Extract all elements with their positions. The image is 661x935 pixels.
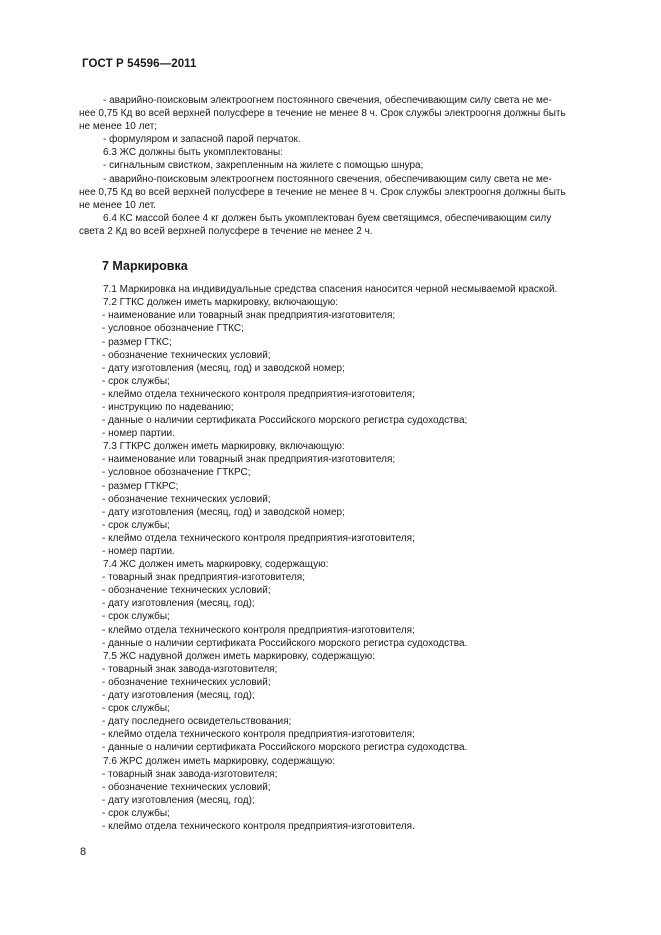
page-number: 8 — [80, 846, 87, 858]
list-item: - данные о наличии сертификата Российского морского регистра судоходства. — [102, 637, 468, 649]
clause-7-2: 7.2 ГТКС должен иметь маркировку, включающую: — [103, 297, 338, 309]
list-item: - дату изготовления (месяц, год); — [102, 794, 255, 806]
list-item: - размер ГТКРС; — [102, 480, 179, 492]
list-item: - товарный знак завода-изготовителя; — [102, 768, 278, 780]
list-item: - клеймо отдела технического контроля предприятия-изготовителя; — [102, 388, 415, 400]
clause-6-4: 6.4 КС массой более 4 кг должен быть укомплектован буем светящимся, обеспечивающим силу — [103, 212, 552, 224]
list-item: - клеймо отдела технического контроля предприятия-изготовителя; — [102, 532, 415, 544]
list-item: - дату изготовления (месяц, год); — [102, 598, 255, 610]
list-item: - обозначение технических условий; — [102, 781, 271, 793]
section-6-continuation — [79, 94, 613, 238]
list-item: - срок службы; — [102, 375, 170, 387]
document-body — [79, 94, 613, 833]
list-item: - клеймо отдела технического контроля предприятия-изготовителя; — [102, 729, 415, 741]
list-item: - товарный знак завода-изготовителя; — [102, 663, 278, 675]
clause-7-6: 7.6 ЖРС должен иметь маркировку, содержащую: — [103, 755, 336, 767]
section-7-body — [103, 283, 613, 833]
clause-7-1: 7.1 Маркировка на индивидуальные средства спасения наносится черной несмываемой краской. — [103, 284, 558, 296]
text-line: - сигнальным свистком, закрепленным на жилете с помощью шнура; — [103, 160, 424, 172]
section-7-title: 7 Маркировка — [102, 259, 188, 274]
text-line: - аварийно-поисковым электроогнем постоянного свечения, обеспечивающим силу света не ме- — [103, 173, 552, 185]
list-item: - инструкцию по надеванию; — [102, 401, 234, 413]
clause-7-4: 7.4 ЖС должен иметь маркировку, содержащую: — [103, 559, 329, 571]
list-item: - клеймо отдела технического контроля предприятия-изготовителя. — [102, 820, 415, 832]
list-item: - срок службы; — [102, 611, 170, 623]
text-line: - аварийно-поисковым электроогнем постоянного свечения, обеспечивающим силу света не ме- — [103, 95, 552, 106]
list-item: - дату последнего освидетельствования; — [102, 716, 292, 728]
clause-6-3: 6.3 ЖС должны быть укомплектованы: — [103, 147, 283, 159]
list-item: - клеймо отдела технического контроля предприятия-изготовителя; — [102, 624, 415, 636]
list-item: - размер ГТКС; — [102, 336, 172, 348]
text-line: нее 0,75 Кд во всей верхней полусфере в течение не менее 8 ч. Срок службы электроогня должны быть — [79, 186, 566, 198]
text-line: не менее 10 лет. — [79, 199, 156, 211]
clause-7-5: 7.5 ЖС надувной должен иметь маркировку, содержащую: — [103, 650, 376, 662]
list-item: - номер партии. — [102, 546, 175, 557]
list-item: - наименование или товарный знак предприятия-изготовителя; — [102, 454, 396, 466]
list-item: - обозначение технических условий; — [102, 676, 271, 688]
list-item: - номер партии. — [102, 428, 175, 440]
list-item: - дату изготовления (месяц, год) и заводской номер; — [102, 362, 345, 374]
list-item: - дату изготовления (месяц, год); — [102, 690, 255, 702]
list-item: - условное обозначение ГТКРС; — [102, 467, 251, 479]
list-item: - товарный знак предприятия-изготовителя; — [102, 572, 305, 584]
list-item: - обозначение технических условий; — [102, 493, 271, 505]
document-header: ГОСТ Р 54596—2011 — [82, 58, 197, 70]
list-item: - обозначение технических условий; — [102, 585, 271, 597]
clause-7-3: 7.3 ГТКРС должен иметь маркировку, включающую: — [103, 441, 345, 453]
list-item: - данные о наличии сертификата Российского морского регистра судоходства; — [102, 415, 468, 427]
text-line: света 2 Кд во всей верхней полусфере в течение не менее 2 ч. — [79, 225, 373, 237]
text-line: - формуляром и запасной парой перчаток. — [103, 134, 301, 146]
list-item: - дату изготовления (месяц, год) и заводской номер; — [102, 506, 345, 518]
text-line: нее 0,75 Кд во всей верхней полусфере в течение не менее 8 ч. Срок службы электроогня должны быть — [79, 108, 566, 120]
text-line: не менее 10 лет; — [79, 121, 158, 133]
list-item: - срок службы; — [102, 519, 170, 531]
list-item: - наименование или товарный знак предприятия-изготовителя; — [102, 310, 396, 322]
list-item: - условное обозначение ГТКС; — [102, 323, 244, 335]
list-item: - срок службы; — [102, 703, 170, 715]
list-item: - данные о наличии сертификата Российского морского регистра судоходства. — [102, 742, 468, 754]
list-item: - срок службы; — [102, 807, 170, 819]
list-item: - обозначение технических условий; — [102, 349, 271, 361]
